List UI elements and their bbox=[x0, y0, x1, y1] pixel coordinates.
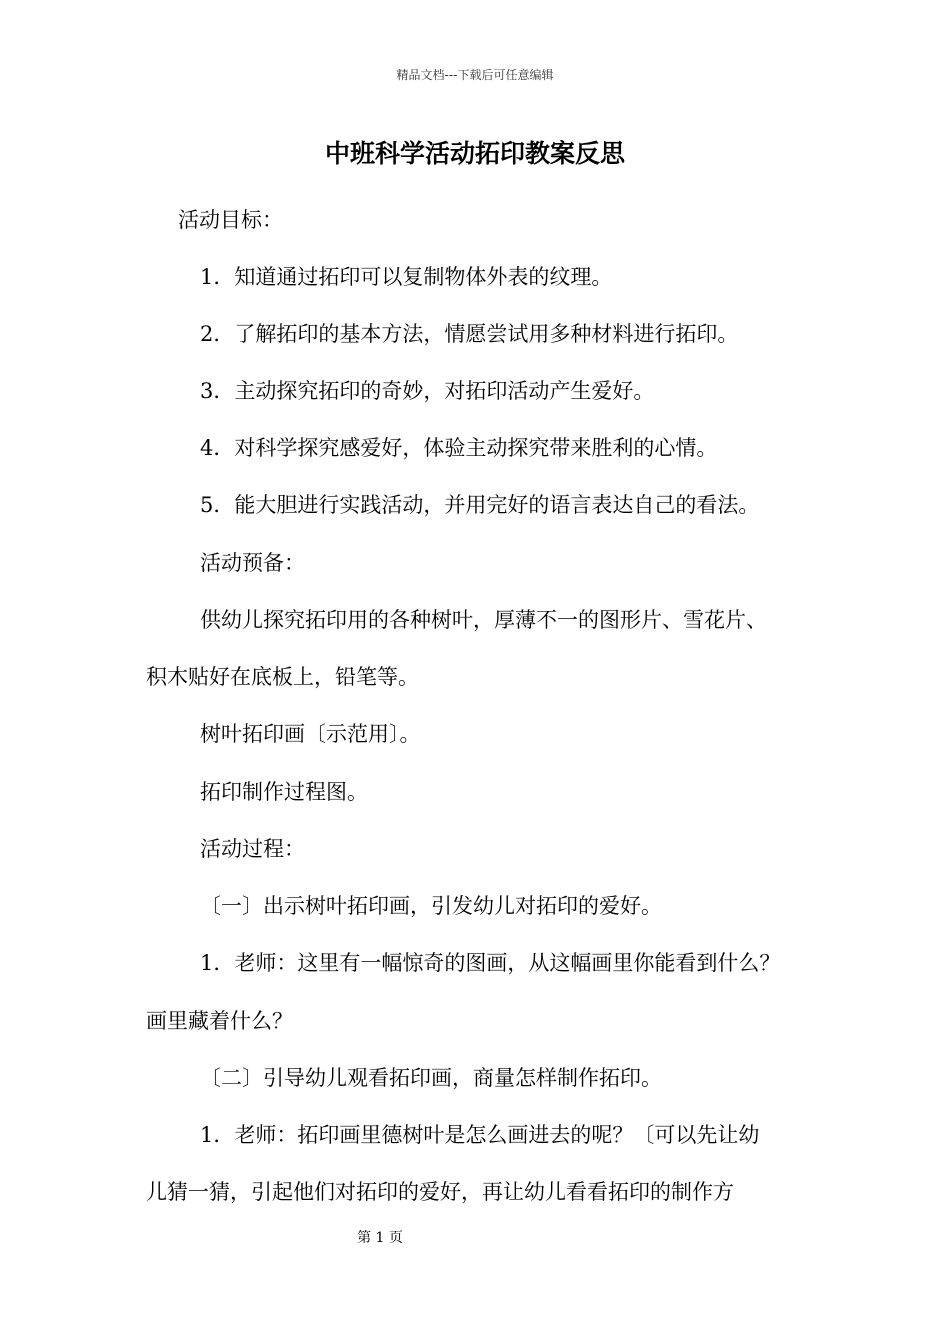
process-step-2-line-2: 儿猜一猜，引起他们对拓印的爱好，再让幼儿看看拓印的制作方 bbox=[146, 1180, 734, 1204]
goal-item-2: 2．了解拓印的基本方法，情愿尝试用多种材料进行拓印。 bbox=[200, 322, 739, 346]
section-heading-process: 活动过程： bbox=[200, 837, 305, 861]
goal-item-3: 3．主动探究拓印的奇妙，对拓印活动产生爱好。 bbox=[200, 379, 655, 403]
section-heading-preparation: 活动预备： bbox=[200, 551, 305, 575]
page-header: 精品文档---下载后可任意编辑 bbox=[396, 68, 554, 82]
preparation-item-diagram: 拓印制作过程图。 bbox=[200, 780, 368, 804]
section-heading-goals: 活动目标： bbox=[178, 208, 283, 232]
preparation-paragraph-line-1: 供幼儿探究拓印用的各种树叶，厚薄不一的图形片、雪花片、 bbox=[200, 608, 767, 632]
goal-item-1: 1．知道通过拓印可以复制物体外表的纹理。 bbox=[200, 265, 613, 289]
goal-item-5: 5．能大胆进行实践活动，并用完好的语言表达自己的看法。 bbox=[200, 493, 760, 517]
process-step-1-line-2: 画里藏着什么？ bbox=[146, 1009, 293, 1033]
process-step-1-line-1: 1．老师：这里有一幅惊奇的图画，从这幅画里你能看到什么？ bbox=[200, 951, 781, 975]
process-step-2-line-1: 1．老师：拓印画里德树叶是怎么画进去的呢？〔可以先让幼 bbox=[200, 1123, 760, 1147]
process-step-2-heading: 〔二〕引导幼儿观看拓印画，商量怎样制作拓印。 bbox=[200, 1066, 662, 1090]
preparation-paragraph-line-2: 积木贴好在底板上，铅笔等。 bbox=[146, 665, 419, 689]
page-number: 第 1 页 bbox=[357, 1230, 403, 1246]
document-title: 中班科学活动拓印教案反思 bbox=[324, 139, 625, 168]
goal-item-4: 4．对科学探究感爱好，体验主动探究带来胜利的心情。 bbox=[200, 436, 718, 460]
process-step-1-heading: 〔一〕出示树叶拓印画，引发幼儿对拓印的爱好。 bbox=[200, 894, 662, 918]
preparation-item-sample: 树叶拓印画〔示范用〕。 bbox=[200, 722, 421, 746]
